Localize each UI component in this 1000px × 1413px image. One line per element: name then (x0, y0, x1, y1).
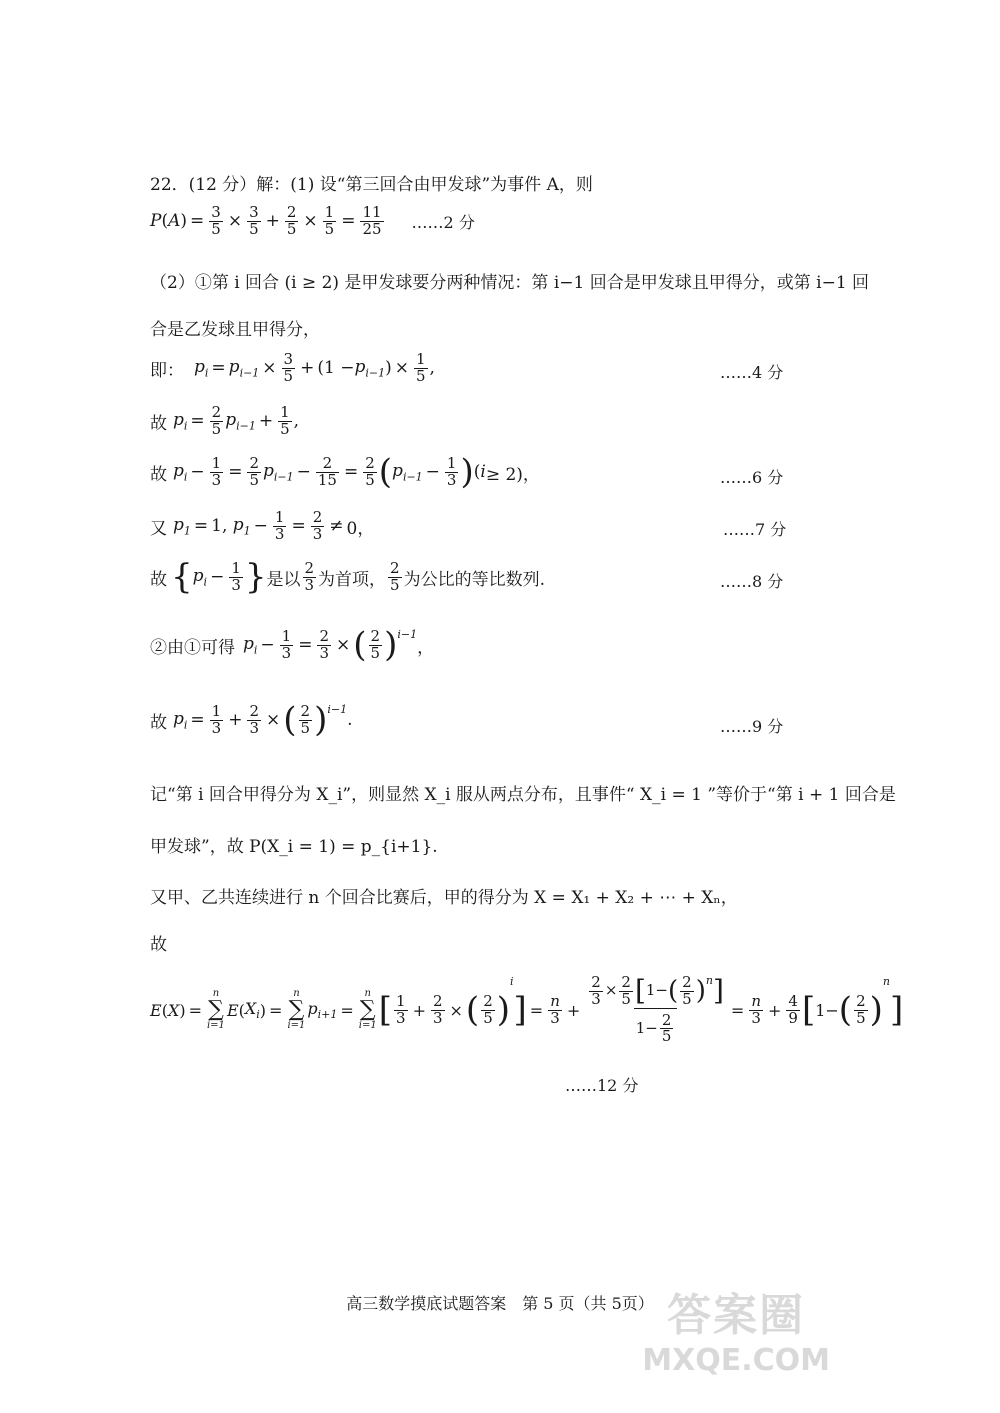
watermark-line1: 答案圈 (667, 1290, 806, 1341)
watermark-line2: MXQE.COM (642, 1343, 830, 1378)
watermark-logo (642, 1279, 830, 1378)
gu2-text: 故 (150, 935, 167, 955)
q22-intro-text: 22．(12 分）解：(1) 设“第三回合由甲发球”为事件 A，则 (150, 175, 593, 195)
pi-formula: 故 $p_i$ = $\frac{1}{3}$ + $\frac{2}{3}$ × ( $\frac{2}{5}$ ) $^{i-1}$ . (150, 700, 353, 740)
score-12: ……12 分 (565, 1076, 639, 1095)
xi-line1-text: 记“第 i 回合甲得分为 X_i”，则显然 X_i 服从两点分布，且事件“ X_i = 1 ”等价于“第 i + 1 回合是 (150, 785, 896, 805)
gu-label: 故 (150, 413, 167, 434)
score-4: ……4 分 (720, 363, 784, 382)
page-footer: 高三数学摸底试题答案 第 5 页（共 5页） (346, 1294, 654, 1313)
recurrence-3: 故 $p_i$ − $\frac{1}{3}$ = $\frac{2}{5}$ $p_{i-1}$ − $\frac{2}{15}$ = $\frac{2}{5}$ ( $p_{i-1}$ − $\frac{1}{3}$ ) ( i ≥ 2)， (150, 452, 540, 492)
gu-label: 故 (150, 712, 167, 733)
gu-label: 故 (150, 569, 167, 590)
part2-line1-text: （2）①第 i 回合 (i ≥ 2) 是甲发球要分两种情况：第 i−1 回合是甲发球且甲得分，或第 i−1 回 (150, 273, 870, 293)
n-line (150, 883, 738, 908)
gu-label: 故 (150, 464, 167, 485)
pa-formula: P ( A ) = $\frac{3}{5}$ × $\frac{3}{5}$ + $\frac{2}{5}$ × $\frac{1}{5}$ = $\frac{11}{25}$ ……2 分 (150, 203, 475, 238)
score-8: ……8 分 (720, 572, 784, 591)
geometric-seq: 故 { $p_i$ − $\frac{1}{3}$ } 是以 $\frac{2}{3}$ 为首项， $\frac{2}{5}$ 为公比的等比数列. (150, 557, 545, 597)
ji-label: 即： (150, 360, 184, 381)
part2b: ②由①可得 $p_i$ − $\frac{1}{3}$ = $\frac{2}{3}$ × ( $\frac{2}{5}$ ) $^{i-1}$ ， (150, 625, 435, 665)
n-line-text: 又甲、乙共连续进行 n 个回合比赛后，甲的得分为 X = X₁ + X₂ + ⋯ + Xₙ， (150, 888, 738, 908)
expectation-formula: E ( X ) = n ∑ i=1 E ( $X_i$ ) = n ∑ i=1 $p_{i+1}$ = n ∑ i=1 [ $\frac{1}{3}$ + $\frac{2}{3}$ × ( $\frac{2}{5}$ ) i ] = $\frac{n}{3}$ + $\frac{2}{3}$ × $\frac{2}{5}$ [ 1− ( $\frac{2}{5}$ ) $^n$ ] 1− $\frac{2}{5}$ = $\frac{n}{3}$ + $\frac{4}{9}$ [ 1− ( $\frac{2}{5}$ ) n ] (150, 973, 904, 1046)
score-9: ……9 分 (720, 717, 784, 736)
you-label: 又 (150, 518, 167, 539)
score-2: ……2 分 (411, 212, 475, 232)
seq-text-3: 为公比的等比数列. (403, 569, 545, 590)
part2-line2 (150, 315, 320, 340)
recurrence-1: 即： $p_i$ = $p_{i-1}$ × $\frac{3}{5}$ + (1 − $p_{i-1}$ ) × $\frac{1}{5}$ , (150, 350, 435, 385)
xi-line2 (150, 832, 438, 857)
part2-line2-text: 合是乙发球且甲得分， (150, 320, 320, 340)
recurrence-2: 故 $p_i$ = $\frac{2}{5}$ $p_{i-1}$ + $\frac{1}{5}$ , (150, 403, 300, 438)
score-7: ……7 分 (723, 520, 787, 539)
gu2 (150, 930, 167, 955)
part2b-text: ②由①可得 (150, 637, 235, 658)
q22-intro (150, 170, 593, 195)
seq-text-2: 为首项， (318, 569, 387, 590)
xi-line1 (150, 780, 896, 805)
part2-line1 (150, 268, 869, 293)
xi-line2-text: 甲发球”，故 P(X_i = 1) = p_{i+1}. (150, 837, 438, 857)
initial-term: 又 $p_1$ = 1, $p_1$ − $\frac{1}{3}$ = $\frac{2}{3}$ ≠ 0， (150, 508, 375, 543)
score-6: ……6 分 (720, 468, 784, 487)
seq-text-1: 是以 (266, 569, 301, 590)
